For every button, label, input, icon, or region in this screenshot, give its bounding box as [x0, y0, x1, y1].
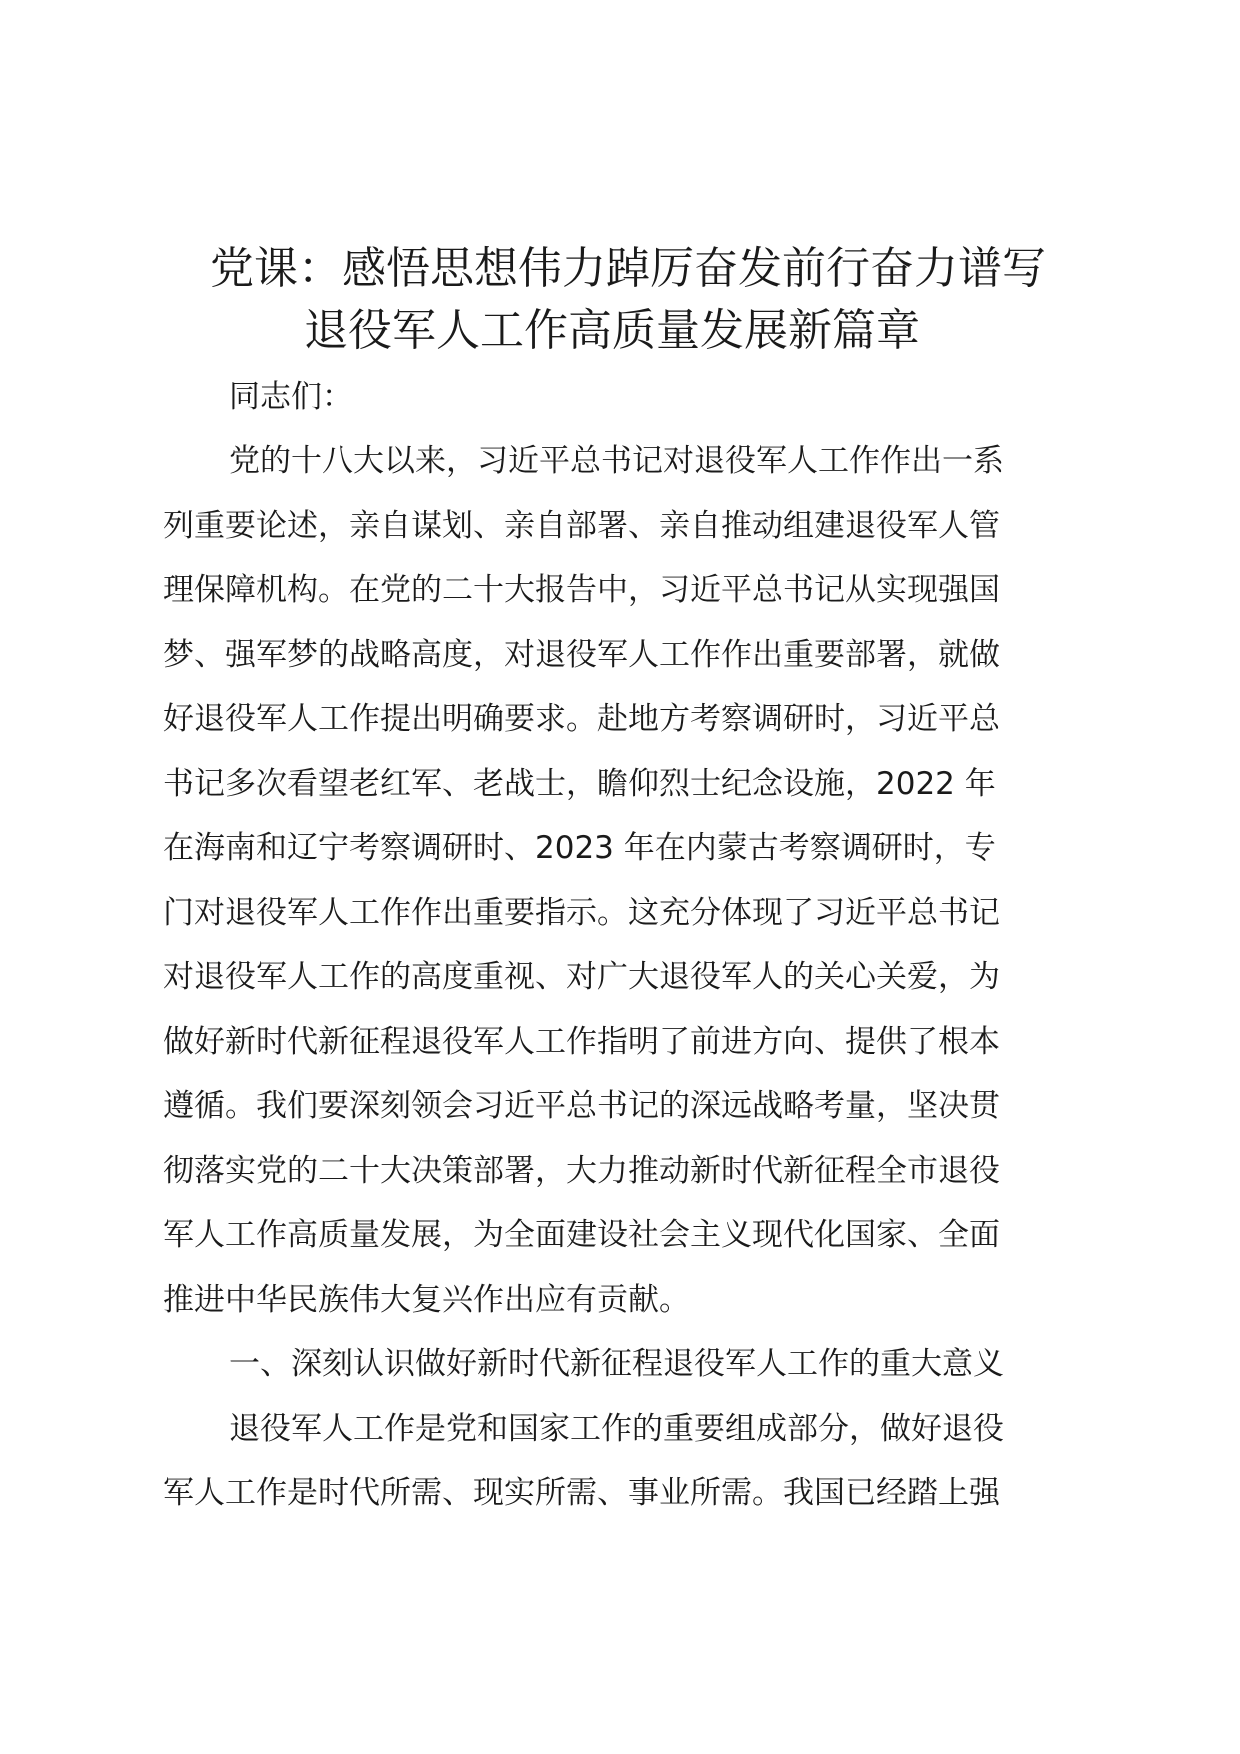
paragraph-line: 门对退役军人工作作出重要指示。这充分体现了习近平总书记	[163, 894, 1000, 931]
paragraph-line: 梦、强军梦的战略高度，对退役军人工作作出重要部署，就做	[163, 636, 1000, 673]
paragraph-line: 对退役军人工作的高度重视、对广大退役军人的关心关爱，为	[163, 959, 1000, 995]
paragraph-line: 党的十八大以来，习近平总书记对退役军人工作作出一系	[229, 443, 1004, 479]
paragraph-line: 理保障机构。在党的二十大报告中，习近平总书记从实现强国	[163, 572, 1000, 608]
paragraph-line: 好退役军人工作提出明确要求。赴地方考察调研时，习近平总	[163, 701, 1000, 737]
paragraph-line: 军人工作是时代所需、现实所需、事业所需。我国已经踏上强	[163, 1475, 1000, 1511]
paragraph-1	[163, 429, 1083, 1332]
paragraph-line: 做好新时代新征程退役军人工作指明了前进方向、提供了根本	[163, 1023, 1000, 1060]
paragraph-line: 列重要论述，亲自谋划、亲自部署、亲自推动组建退役军人管	[163, 507, 1000, 544]
title-line-2: 退役军人工作高质量发展新篇章	[304, 305, 920, 356]
paragraph-line: 遵循。我们要深刻领会习近平总书记的深远战略考量，坚决贯	[163, 1088, 1000, 1124]
paragraph-line: 军人工作高质量发展，为全面建设社会主义现代化国家、全面	[163, 1217, 1000, 1253]
paragraph-line: 书记多次看望老红军、老战士，瞻仰烈士纪念设施，2022 年	[163, 765, 996, 802]
document-title	[163, 238, 1083, 362]
paragraph-line: 推进中华民族伟大复兴作出应有贡献。	[163, 1281, 690, 1318]
paragraph-2	[163, 1397, 1083, 1526]
section-heading-1: 一、深刻认识做好新时代新征程退役军人工作的重大意义	[229, 1346, 1004, 1382]
title-line-1: 党课：感悟思想伟力踔厉奋发前行奋力谱写	[210, 243, 1046, 294]
paragraph-line: 彻落实党的二十大决策部署，大力推动新时代新征程全市退役	[163, 1152, 1000, 1189]
paragraph-line: 在海南和辽宁考察调研时、2023 年在内蒙古考察调研时，专	[163, 830, 996, 866]
salutation: 同志们：	[229, 379, 353, 415]
paragraph-line: 退役军人工作是党和国家工作的重要组成部分，做好退役	[229, 1410, 1004, 1447]
document-body	[163, 238, 1083, 1526]
